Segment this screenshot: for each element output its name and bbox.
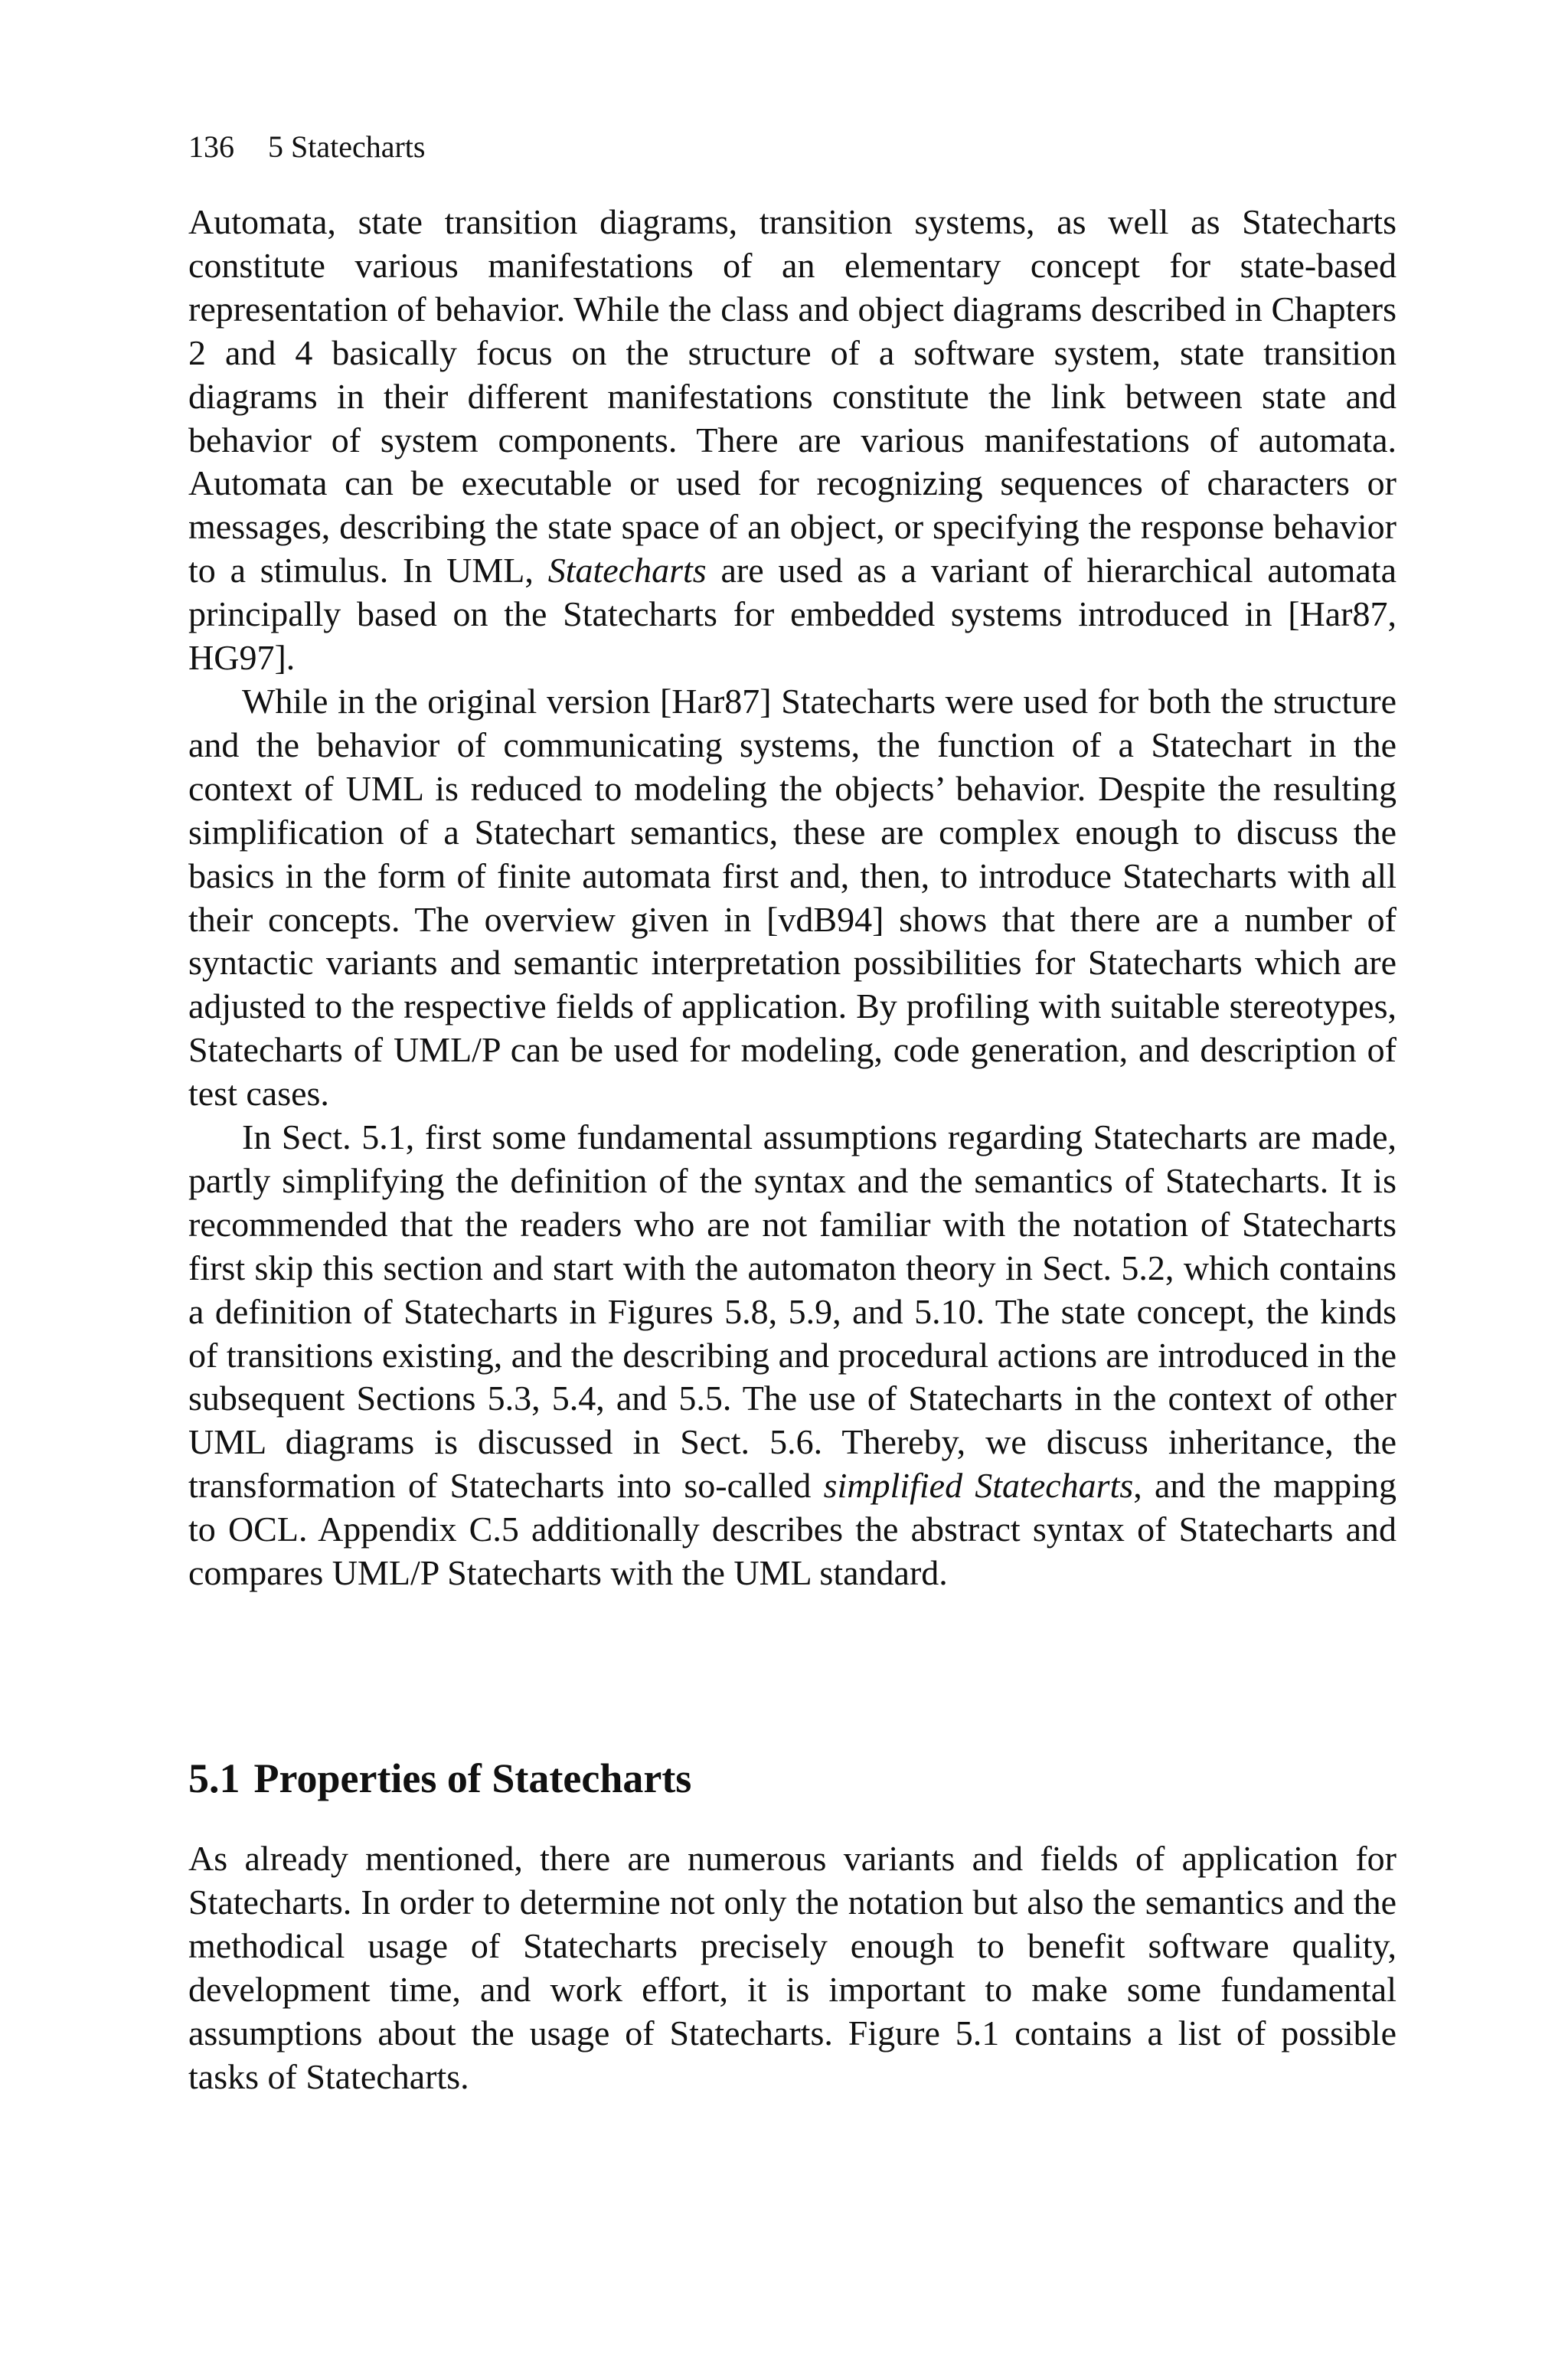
section-title: Properties of Statecharts xyxy=(253,1755,692,1801)
intro-paragraph-3-text-a: In Sect. 5.1, first some fundamental assumptions regarding Statecharts are made, partly simplifying the definition of the syntax and the semantics of Statecharts. It is recommended that the readers who are not familiar with the notation of Statecharts first skip this section and start with the automaton theory in Sect. 5.2, which contains a definition of Statecharts in Figures 5.8, 5.9, and 5.10. The state concept, the kinds of transitions existing, and the describing and procedural actions are introduced in the subsequent Sections 5.3, 5.4, and 5.5. The use of Statecharts in the context of other UML diagrams is discussed in Sect. 5.6. Thereby, we discuss inheritance, the transformation of Statecharts into so-called xyxy=(188,1117,1396,1506)
intro-paragraph-2: While in the original version [Har87] Statecharts were used for both the structure and the behavior of communicating systems, the function of a Statechart in the context of UML is reduced to modeling the objects’ behavior. Despite the resulting simplification of a Statechart semantics, these are complex enough to discuss the basics in the form of finite automata first and, then, to introduce Statecharts with all their concepts. The overview given in [vdB94] shows that there are a number of syntactic variants and semantic interpretation possibilities for Statecharts which are adjusted to the respective fields of application. By profiling with suitable stereotypes, Statecharts of UML/P can be used for modeling, code generation, and description of test cases. xyxy=(188,681,1396,1114)
intro-paragraph-1-emphasis: Statecharts xyxy=(547,551,707,590)
section-heading xyxy=(188,1754,691,1803)
intro-paragraph-3-emphasis: simplified Statecharts xyxy=(823,1466,1134,1506)
intro-text-block xyxy=(188,201,1396,1595)
chapter-title: 5 Statecharts xyxy=(268,129,426,164)
intro-paragraph-1 xyxy=(188,201,1396,680)
intro-paragraph-3 xyxy=(188,1116,1396,1595)
intro-paragraph-3-text-b: , and the mapping to OCL. Appendix C.5 additionally describes the abstract syntax of Statecharts and compares UML/P Statecharts with the UML standard. xyxy=(188,1466,1397,1593)
section-number: 5.1 xyxy=(188,1755,240,1801)
section-text-block xyxy=(188,1837,1396,2098)
page-number: 136 xyxy=(188,129,234,164)
intro-paragraph-1-text-b: are used as a variant of hierarchical automata principally based on the Statecharts for embedded systems introduced in [Har87, HG97]. xyxy=(188,551,1396,678)
running-head xyxy=(188,129,426,165)
section-paragraph-1: As already mentioned, there are numerous variants and fields of application for Statecharts. In order to determine not only the notation but also the semantics and the methodical usage of Statecharts precisely enough to benefit software quality, development time, and work effort, it is important to make some fundamental assumptions about the usage of Statecharts. Figure 5.1 contains a list of possible tasks of Statecharts. xyxy=(188,1839,1396,2096)
intro-paragraph-1-text-a: Automata, state transition diagrams, transition systems, as well as Statecharts constitute various manifestations of an elementary concept for state-based representation of behavior. While the class and object diagrams described in Chapters 2 and 4 basically focus on the structure of a software system, state transition diagrams in their different manifestations constitute the link between state and behavior of system components. There are various manifestations of automata. Automata can be executable or used for recognizing sequences of characters or messages, describing the state space of an object, or specifying the response behavior to a stimulus. In UML, xyxy=(188,202,1396,590)
